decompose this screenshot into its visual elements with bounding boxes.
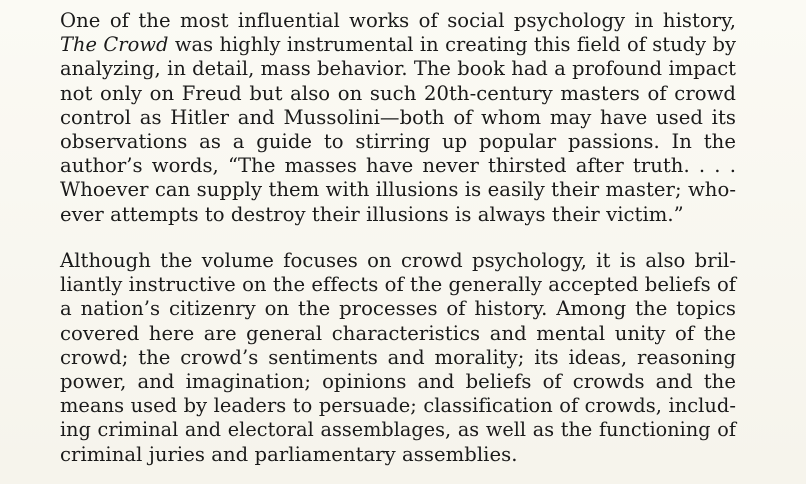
text-line: not only on Freud but also on such 20th-century masters of crowd xyxy=(60,81,736,105)
text-line: Whoever can supply them with illusions is easily their master; who- xyxy=(60,178,736,202)
text-line: covered here are general characteristics and mental unity of the xyxy=(60,321,736,345)
text-line: analyzing, in detail, mass behavior. The book had a profound impact xyxy=(60,57,736,81)
text-line: crowd; the crowd’s sentiments and morality; its ideas, reasoning xyxy=(60,345,736,369)
text-line xyxy=(60,33,736,57)
text-line: means used by leaders to persuade; classification of crowds, includ- xyxy=(60,394,736,418)
text-line: Although the volume focuses on crowd psychology, it is also bril- xyxy=(60,249,736,272)
text-line: observations as a guide to stirring up popular passions. In the xyxy=(60,129,736,153)
text-line: a nation’s citizenry on the processes of history. Among the topics xyxy=(60,297,736,321)
text-line: author’s words, “The masses have never thirsted after truth. . . . xyxy=(60,154,736,178)
paragraph-2 xyxy=(60,249,736,467)
text-line: liantly instructive on the effects of the generally accepted beliefs of xyxy=(60,273,737,297)
text-line: ing criminal and electoral assemblages, as well as the functioning of xyxy=(60,418,736,442)
text-line: control as Hitler and Mussolini—both of whom may have used its xyxy=(60,105,736,129)
paragraph-1 xyxy=(60,9,736,227)
text-line: ever attempts to destroy their illusions is always their victim.” xyxy=(60,202,684,226)
book-title: The Crowd xyxy=(60,33,169,57)
text-line: power, and imagination; opinions and beliefs of crowds and the xyxy=(60,369,736,393)
text-line: One of the most influential works of social psychology in history, xyxy=(60,9,736,32)
text-run: was highly instrumental in creating this field of study by xyxy=(168,33,736,57)
text-line: criminal juries and parliamentary assemblies. xyxy=(60,442,518,466)
